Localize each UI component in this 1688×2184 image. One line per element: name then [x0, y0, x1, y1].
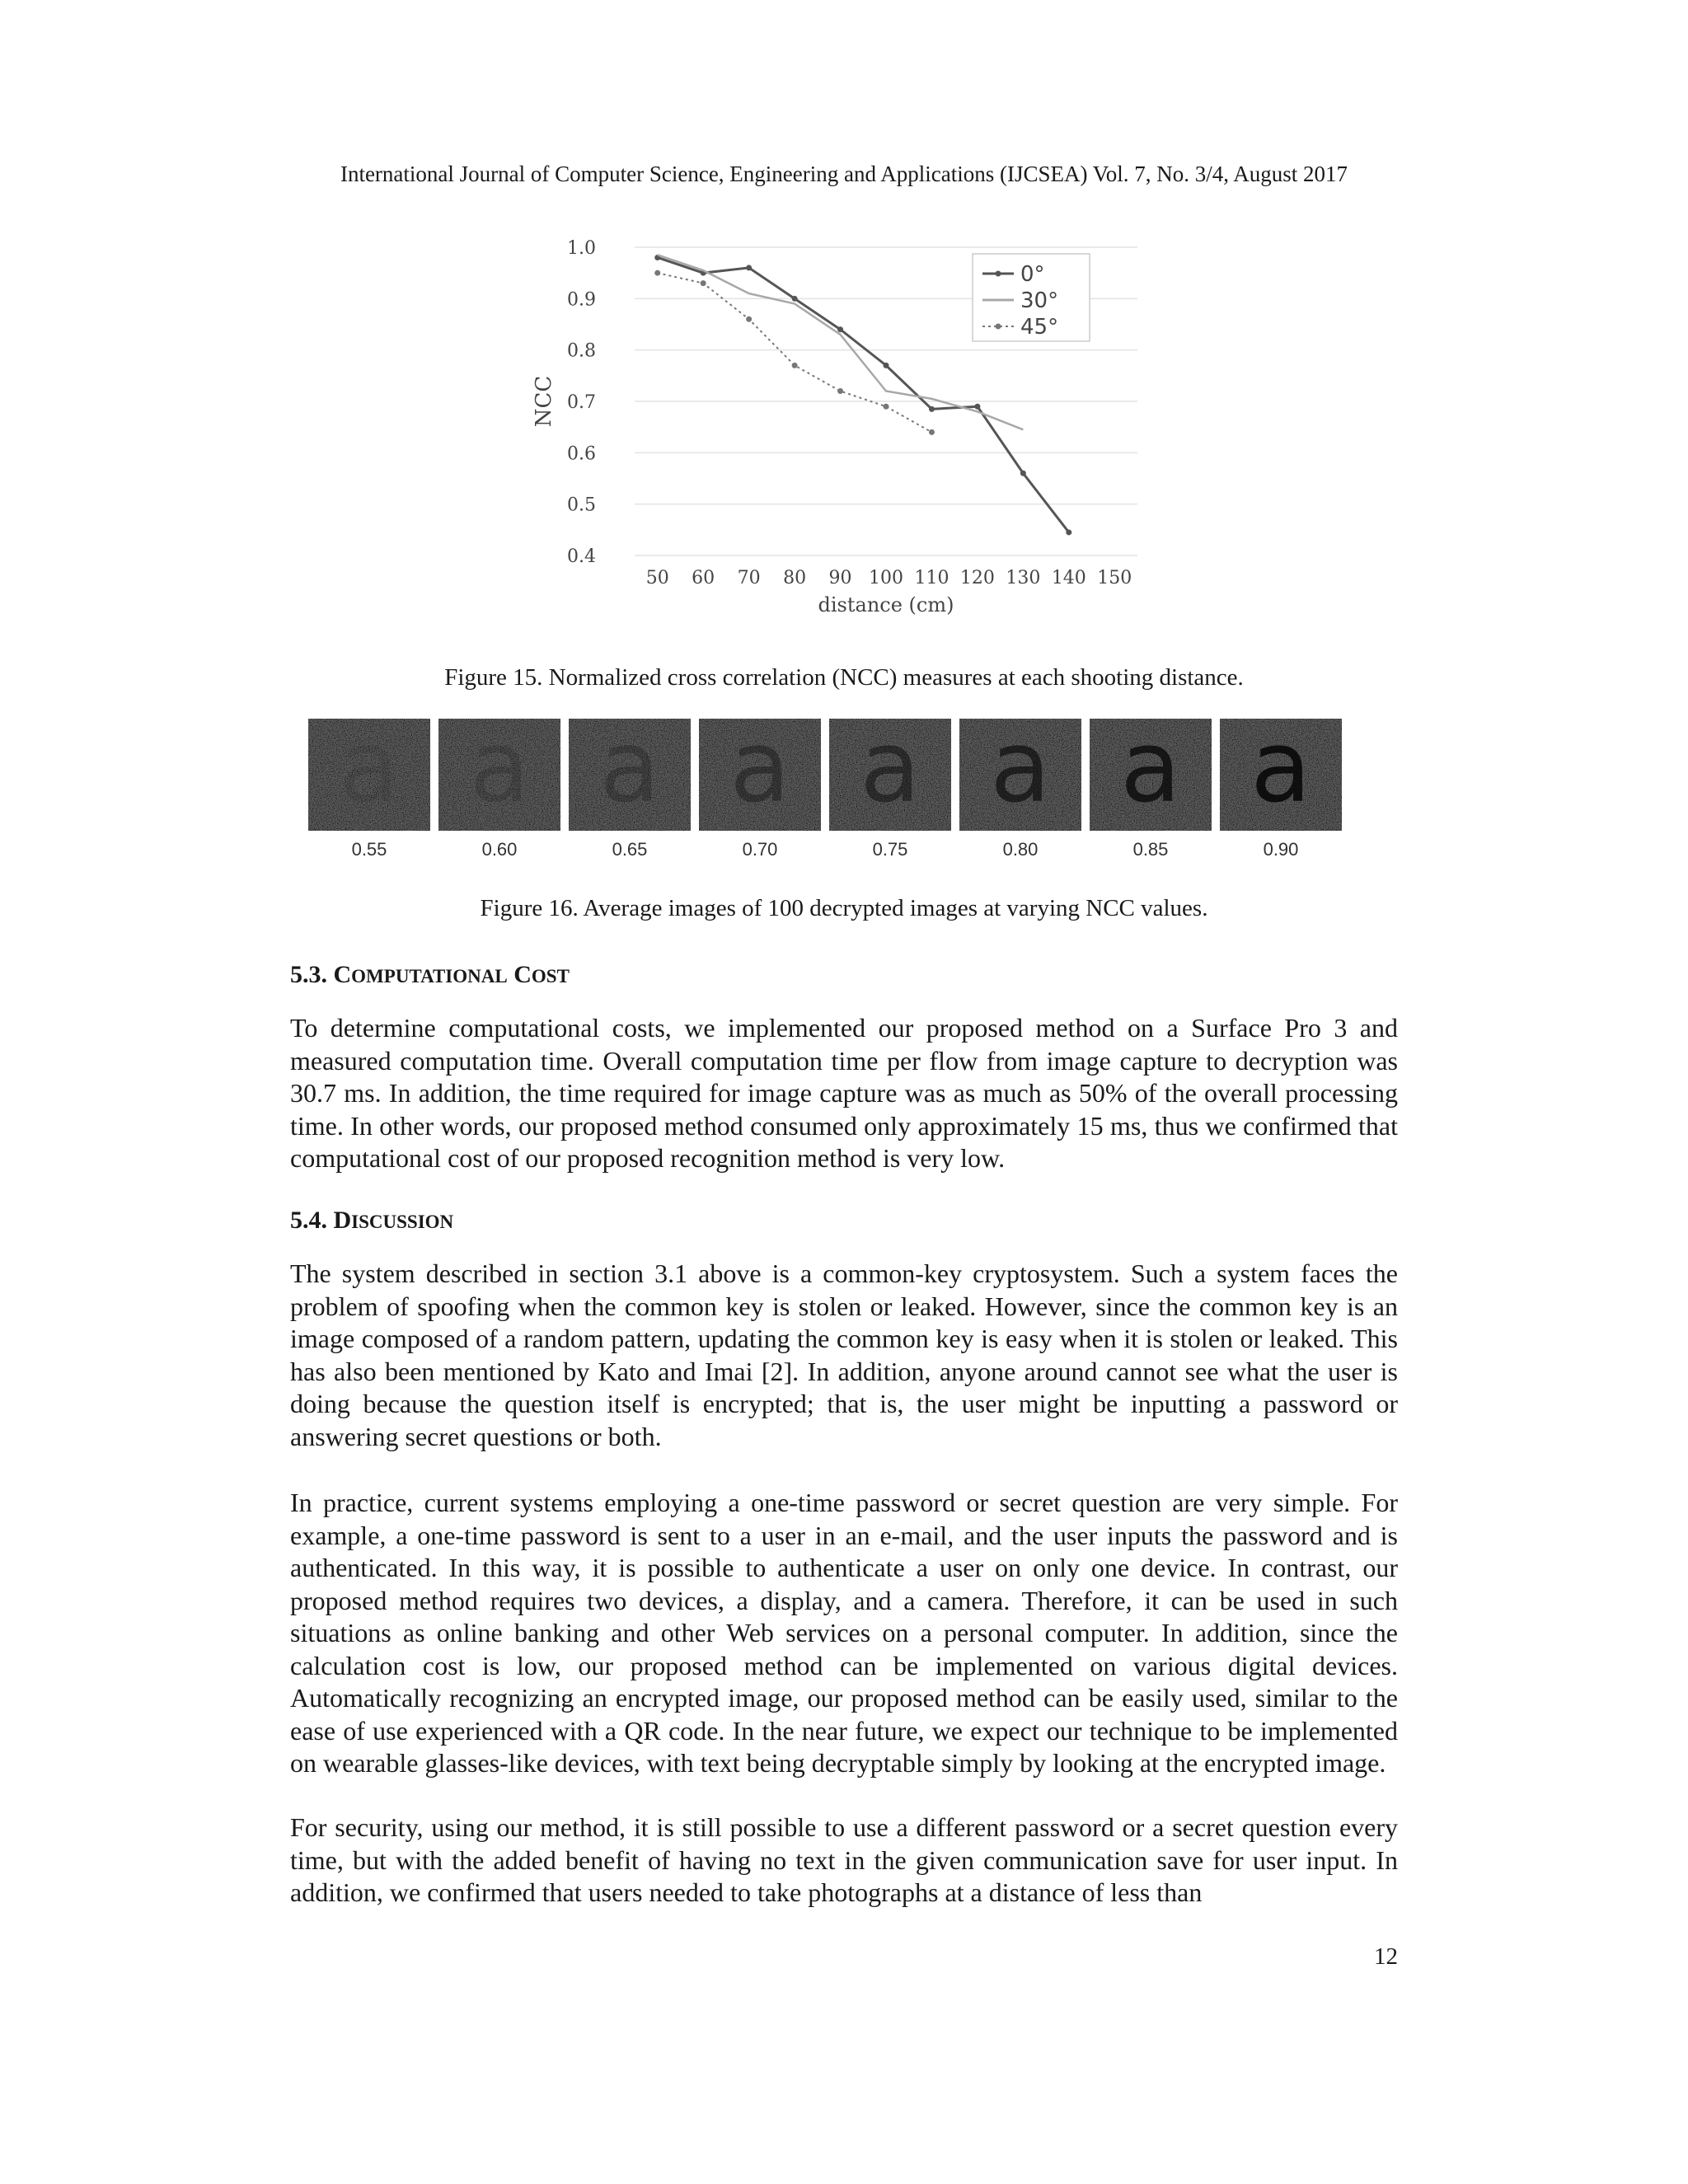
legend-label: 0° [1020, 262, 1045, 287]
tile-glyph: a [1250, 719, 1311, 825]
page-number: 12 [1374, 1943, 1398, 1970]
x-tick-label: 60 [692, 568, 715, 588]
tile-ncc-label: 0.75 [872, 839, 908, 860]
section-heading-5-3 [290, 961, 570, 989]
figure-16-caption: Figure 16. Average images of 100 decrypted images at varying NCC values. [480, 895, 1208, 921]
paragraph-discussion-1: The system described in section 3.1 above is a common-key cryptosystem. Such a system faces the problem of spoofing when the common key is stolen or leaked. However, since the common key is an image composed of a random pattern, updating the common key is easy when it is stolen or leaked. This has also been mentioned by Kato and Imai [2]. In addition, anyone around cannot see what the user is doing because the question itself is encrypted; that is, the user might be inputting a password or answering secret questions or both. [290, 1258, 1398, 1451]
chart-legend [973, 254, 1090, 341]
y-axis-label: NCC [532, 375, 556, 428]
data-point [746, 265, 752, 270]
legend-label: 45° [1020, 315, 1059, 340]
data-point [884, 363, 889, 368]
data-point [701, 280, 706, 286]
x-tick-label: 80 [783, 568, 807, 588]
section-number: 5.4. [290, 1207, 327, 1234]
paragraph-discussion-2: In practice, current systems employing a one-time password or secret question are very simple. For example, a one-time password is sent to a user in an e-mail, and the user inputs the password and is authenticated. In this way, it is possible to authenticate a user on only one device. In contrast, our proposed method requires two devices, a display, and a camera. Therefore, it can be used in such situations as online banking and other Web services on a personal computer. In addition, since the calculation cost is low, our proposed method can be implemented on various digital devices. Automatically recognizing an encrypted image, our proposed method can be easily used, similar to the ease of use experienced with a QR code. In the near future, we expect our technique to be implemented on wearable glasses-like devices, with text being decryptable simply by looking at the encrypted image. [290, 1488, 1398, 1778]
tile-ncc-label: 0.60 [481, 839, 518, 860]
data-point [884, 404, 889, 410]
x-tick-label: 150 [1097, 568, 1132, 588]
legend-marker [996, 324, 1001, 330]
data-point [746, 316, 752, 322]
paragraph-discussion-3: For security, using our method, it is still possible to use a different password or a secret question every time, but with the added benefit of having no text in the given communication save for user input. In addition, we confirmed that users needed to take photographs at a distance of less than [290, 1812, 1398, 1907]
data-point [929, 406, 935, 412]
data-point [837, 388, 843, 394]
tile-glyph: a [990, 719, 1051, 825]
tile-glyph: a [339, 719, 400, 825]
ncc-line-chart [528, 231, 1154, 635]
legend-marker [996, 271, 1001, 277]
data-point [1020, 471, 1026, 476]
y-tick-label: 0.6 [567, 443, 596, 465]
section-smallcaps: ISCUSSION [351, 1212, 454, 1232]
decrypted-image-tile [569, 719, 691, 860]
decrypted-image-tile [1220, 719, 1342, 860]
decrypted-image-tile [308, 719, 430, 860]
tile-ncc-label: 0.90 [1263, 839, 1299, 860]
x-tick-label: 50 [645, 568, 669, 588]
paragraph-computational-cost: To determine computational costs, we implemented our proposed method on a Surface Pro 3 and measured computation time. Overall computation time per flow from image capture to decryption was 30.7 ms. In addition, the time required for image capture was as much as 50% of the overall processing time. In other words, our proposed method consumed only approximately 15 ms, thus we confirmed that computational cost of our proposed recognition method is very low. [290, 1013, 1398, 1173]
x-tick-label: 140 [1051, 568, 1086, 588]
section-initial: C [333, 961, 352, 988]
data-point [792, 296, 798, 302]
decrypted-image-tile [1090, 719, 1212, 860]
y-tick-label: 0.9 [567, 289, 596, 311]
x-tick-label: 90 [828, 568, 852, 588]
x-tick-label: 110 [914, 568, 950, 588]
x-tick-label: 100 [869, 568, 903, 588]
y-tick-label: 0.4 [567, 546, 596, 567]
data-point [1066, 529, 1071, 535]
x-tick-label: 120 [959, 568, 995, 588]
decrypted-image-tile [438, 719, 560, 860]
data-point [837, 326, 843, 332]
x-tick-label: 130 [1006, 568, 1041, 588]
tile-ncc-label: 0.55 [351, 839, 387, 860]
tile-glyph: a [729, 719, 790, 825]
section-smallcaps: OST [531, 966, 570, 987]
tile-ncc-label: 0.70 [742, 839, 778, 860]
section-initial: C [513, 961, 532, 988]
section-smallcaps: OMPUTATIONAL [351, 966, 508, 987]
data-point [654, 270, 660, 276]
running-header: International Journal of Computer Science, Engineering and Applications (IJCSEA) Vol. 7, No. 3/4, August 2017 [340, 162, 1348, 186]
decrypted-image-tile [829, 719, 951, 860]
y-tick-label: 0.7 [567, 392, 596, 413]
y-tick-label: 0.5 [567, 494, 596, 516]
x-axis-label: distance (cm) [818, 593, 954, 616]
figure-15-caption: Figure 15. Normalized cross correlation (NCC) measures at each shooting distance. [444, 664, 1244, 691]
decrypted-image-tile [699, 719, 821, 860]
y-tick-label: 1.0 [567, 238, 596, 259]
decrypted-image-tile [959, 719, 1081, 860]
tile-glyph: a [860, 719, 921, 825]
x-tick-label: 70 [737, 568, 761, 588]
tile-glyph: a [469, 719, 530, 825]
section-heading-5-4 [290, 1207, 453, 1235]
tile-glyph: a [1120, 719, 1181, 825]
data-point [792, 363, 798, 368]
tile-ncc-label: 0.65 [612, 839, 648, 860]
section-number: 5.3. [290, 961, 327, 988]
series-line-30deg [658, 255, 1024, 429]
tile-glyph: a [599, 719, 660, 825]
data-point [974, 404, 980, 410]
section-initial: D [333, 1207, 352, 1234]
y-tick-label: 0.8 [567, 340, 596, 362]
tile-ncc-label: 0.85 [1132, 839, 1169, 860]
decrypted-average-images-strip [308, 719, 1347, 860]
data-point [929, 429, 935, 435]
tile-ncc-label: 0.80 [1002, 839, 1039, 860]
legend-label: 30° [1020, 288, 1059, 313]
